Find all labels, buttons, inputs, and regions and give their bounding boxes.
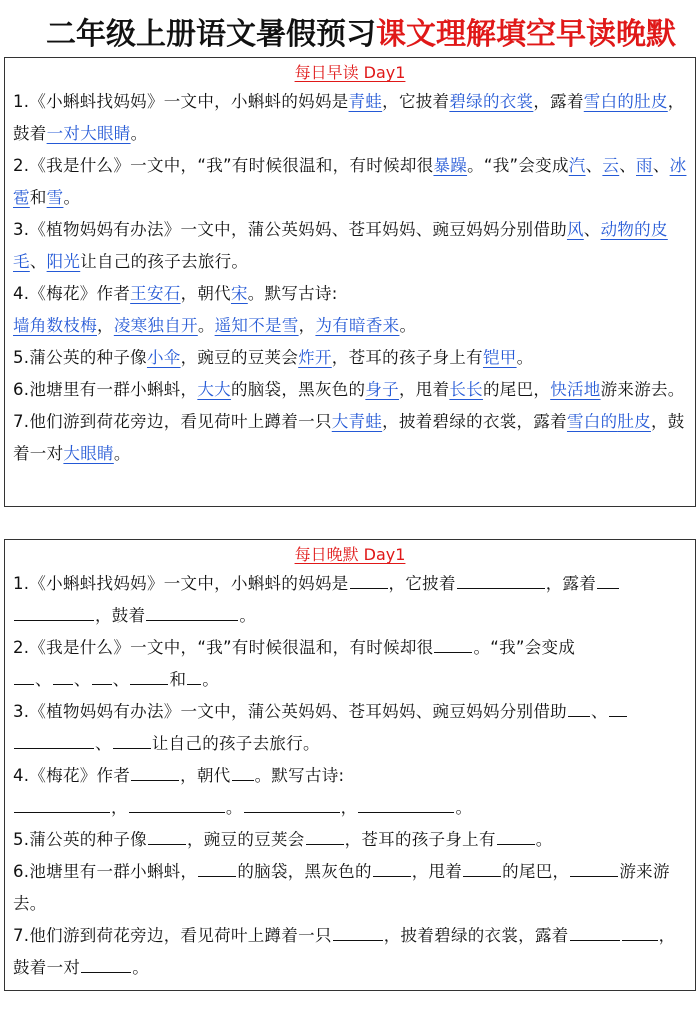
morning-items [5, 86, 695, 470]
answer-blank[interactable] [92, 666, 112, 685]
evening-item-6 [5, 856, 695, 920]
item-text: 。 [225, 798, 243, 817]
answer-blank[interactable] [568, 698, 590, 717]
item-text: ，甩着 [398, 380, 450, 399]
item-text: 、 [112, 670, 130, 689]
evening-item-7 [5, 920, 695, 984]
item-text: ，鼓着一对 [13, 926, 676, 977]
morning-item-6 [5, 374, 695, 406]
answer-text: 炸开 [298, 348, 332, 367]
item-text: 6.池塘里有一群小蝌蚪， [13, 380, 198, 399]
evening-item-5 [5, 824, 695, 856]
item-text: 。默写古诗: [254, 766, 345, 785]
item-text: 、 [95, 734, 112, 753]
item-text: ，苍耳的孩子身上有 [331, 348, 483, 367]
answer-blank[interactable] [373, 858, 411, 877]
evening-item-1 [5, 568, 695, 632]
item-text: ， [97, 316, 114, 335]
item-text: 2.《我是什么》一文中，“我”有时候很温和，有时候却很 [13, 156, 434, 175]
morning-item-5 [5, 342, 695, 374]
answer-blank[interactable] [609, 698, 627, 717]
item-text: 的尾巴， [502, 862, 570, 881]
item-text: 让自己的孩子去旅行。 [151, 734, 320, 753]
answer-blank[interactable] [131, 762, 179, 781]
answer-blank[interactable] [244, 794, 340, 813]
item-text: 的脑袋，黑灰色的 [230, 380, 366, 399]
item-text: 。 [113, 444, 131, 463]
answer-text: 王安石 [130, 284, 181, 303]
answer-blank[interactable] [53, 666, 73, 685]
answer-blank[interactable] [129, 794, 225, 813]
answer-text: 肚皮 [617, 412, 651, 431]
item-text: 的尾巴， [482, 380, 551, 399]
item-text: 、 [583, 220, 601, 239]
item-text: 和 [29, 188, 47, 207]
answer-blank[interactable] [130, 666, 168, 685]
answer-blank[interactable] [148, 826, 186, 845]
item-text: ，露着 [533, 92, 584, 111]
item-text: 的脑袋，黑灰色的 [237, 862, 372, 881]
answer-text: 雨 [636, 156, 653, 175]
evening-item-2 [5, 632, 695, 696]
item-text: 3.《植物妈妈有办法》一文中，蒲公英妈妈、苍耳妈妈、豌豆妈妈分别借助 [13, 702, 567, 721]
item-text: 、 [585, 156, 603, 175]
item-text: 。 [455, 798, 473, 817]
item-text: 7.他们游到荷花旁边，看见荷叶上蹲着一只 [13, 412, 332, 431]
answer-text: 遥知不是雪 [214, 316, 299, 335]
item-text: 2.《我是什么》一文中，“我”有时候很温和，有时候却很 [13, 638, 434, 657]
item-text: ，豌豆的豆荚会 [180, 348, 299, 367]
answer-text: 大青蛙 [331, 412, 383, 431]
answer-text: 动物的皮毛 [13, 220, 668, 271]
answer-blank[interactable] [358, 794, 454, 813]
answer-blank[interactable] [232, 762, 254, 781]
item-text: 、 [590, 702, 608, 721]
title-main: 二年级上册语文暑假预习 [46, 17, 376, 52]
item-text: 1.《小蝌蚪找妈妈》一文中，小蝌蚪的妈妈是 [13, 574, 349, 593]
answer-blank[interactable] [113, 730, 151, 749]
item-text: ，朝代 [180, 766, 231, 785]
item-text: ，豌豆的豆荚会 [186, 830, 305, 849]
item-text: 游来游去。 [600, 380, 685, 399]
item-text: 。 [202, 670, 220, 689]
answer-blank[interactable] [570, 858, 618, 877]
answer-blank[interactable] [146, 602, 238, 621]
item-text: ，甩着 [411, 862, 463, 881]
item-text: 4.《梅花》作者 [13, 284, 131, 303]
answer-text: 大眼睛 [63, 444, 114, 463]
answer-blank[interactable] [333, 922, 383, 941]
item-text: 和 [169, 670, 187, 689]
answer-blank[interactable] [14, 730, 94, 749]
item-text: 。“我”会变成 [467, 156, 569, 175]
answer-blank[interactable] [187, 666, 201, 685]
item-text: 、 [29, 252, 47, 271]
item-text: 。 [197, 316, 215, 335]
morning-item-2 [5, 150, 695, 214]
answer-blank[interactable] [622, 922, 658, 941]
answer-blank[interactable] [14, 794, 110, 813]
evening-item-3 [5, 696, 695, 760]
page-title [0, 14, 700, 56]
item-text: 、 [35, 670, 52, 689]
item-text: 。 [535, 830, 553, 849]
item-text: 。 [399, 316, 417, 335]
item-text: 。 [516, 348, 534, 367]
item-text: 3.《植物妈妈有办法》一文中，蒲公英妈妈、苍耳妈妈、豌豆妈妈分别借助 [13, 220, 567, 239]
answer-text: 雪 [46, 188, 64, 207]
morning-item-1 [5, 86, 695, 150]
item-text: ，露着 [545, 574, 597, 593]
item-text: ，鼓着 [95, 606, 146, 625]
answer-blank[interactable] [497, 826, 535, 845]
answer-blank[interactable] [570, 922, 620, 941]
item-text: ，披着碧绿的衣裳，露着 [382, 412, 567, 431]
answer-text: 快活地 [550, 380, 601, 399]
item-text: ，它披着 [382, 92, 450, 111]
item-text: 6.池塘里有一群小蝌蚪， [13, 862, 198, 881]
item-text: 4.《梅花》作者 [13, 766, 131, 785]
item-text: ，披着碧绿的衣裳，露着 [383, 926, 569, 945]
item-text: ， [340, 798, 358, 817]
answer-text: 大大 [197, 380, 231, 399]
item-text: 。 [239, 606, 257, 625]
answer-text: 云 [602, 156, 620, 175]
answer-text: 碧绿的衣裳 [449, 92, 534, 111]
answer-text: 阳光 [46, 252, 81, 271]
answer-blank[interactable] [306, 826, 344, 845]
item-text: 1.《小蝌蚪找妈妈》一文中，小蝌蚪的妈妈是 [13, 92, 349, 111]
answer-text: 长长 [449, 380, 483, 399]
item-text: 5.蒲公英的种子像 [13, 348, 147, 367]
answer-text: 凌寒独自开 [113, 316, 198, 335]
answer-blank[interactable] [597, 570, 619, 589]
item-text: ，它披着 [388, 574, 456, 593]
item-text: 游来游去。 [13, 862, 670, 913]
answer-text: 青蛙 [348, 92, 383, 111]
item-text: ，朝代 [180, 284, 231, 303]
item-text: ， [298, 316, 316, 335]
answer-text: 铠甲 [482, 348, 517, 367]
answer-text: 为有暗香来 [315, 316, 400, 335]
evening-items [5, 568, 695, 984]
item-text: 7.他们游到荷花旁边，看见荷叶上蹲着一只 [13, 926, 332, 945]
answer-blank[interactable] [350, 570, 388, 589]
answer-text: 冰雹 [13, 156, 687, 207]
answer-blank[interactable] [14, 666, 34, 685]
answer-text: 一对大眼睛 [46, 124, 131, 143]
morning-item-4 [5, 278, 695, 342]
evening-item-4 [5, 760, 695, 824]
item-text: 。 [132, 958, 150, 977]
item-text: 。“我”会变成 [473, 638, 576, 657]
item-text: ， [111, 798, 128, 817]
answer-text: 风 [566, 220, 584, 239]
item-text: 5.蒲公英的种子像 [13, 830, 147, 849]
answer-text: 小伞 [146, 348, 181, 367]
answer-text: 身子 [365, 380, 399, 399]
evening-dictation-box [4, 539, 696, 991]
morning-reading-box [4, 57, 696, 507]
item-text: ，鼓着一对 [13, 412, 685, 463]
item-text: ，苍耳的孩子身上有 [344, 830, 496, 849]
answer-blank[interactable] [457, 570, 545, 589]
morning-item-7 [5, 406, 695, 470]
item-text: 让自己的孩子去旅行。 [80, 252, 249, 271]
answer-text: 墙角数枝梅 [13, 316, 97, 335]
item-text: 。默写古诗: [247, 284, 338, 303]
answer-text: 雪白的 [566, 412, 618, 431]
morning-item-3 [5, 214, 695, 278]
morning-heading: 每日早读 Day1 [294, 63, 406, 82]
item-text: 、 [73, 670, 91, 689]
answer-blank[interactable] [198, 858, 236, 877]
answer-text: 汽 [568, 156, 586, 175]
answer-blank[interactable] [434, 634, 472, 653]
item-text: 。 [130, 124, 148, 143]
answer-text: 宋 [230, 284, 248, 303]
title-highlight: 课文理解填空早读晚默 [376, 17, 676, 52]
item-text: ，鼓着 [13, 92, 685, 143]
evening-heading: 每日晚默 Day1 [294, 545, 406, 564]
item-text: 、 [652, 156, 670, 175]
answer-text: 雪白的肚皮 [583, 92, 668, 111]
answer-blank[interactable] [14, 602, 94, 621]
item-text: 。 [63, 188, 81, 207]
answer-text: 暴躁 [433, 156, 468, 175]
answer-blank[interactable] [81, 954, 131, 973]
item-text: 、 [619, 156, 637, 175]
answer-blank[interactable] [463, 858, 501, 877]
